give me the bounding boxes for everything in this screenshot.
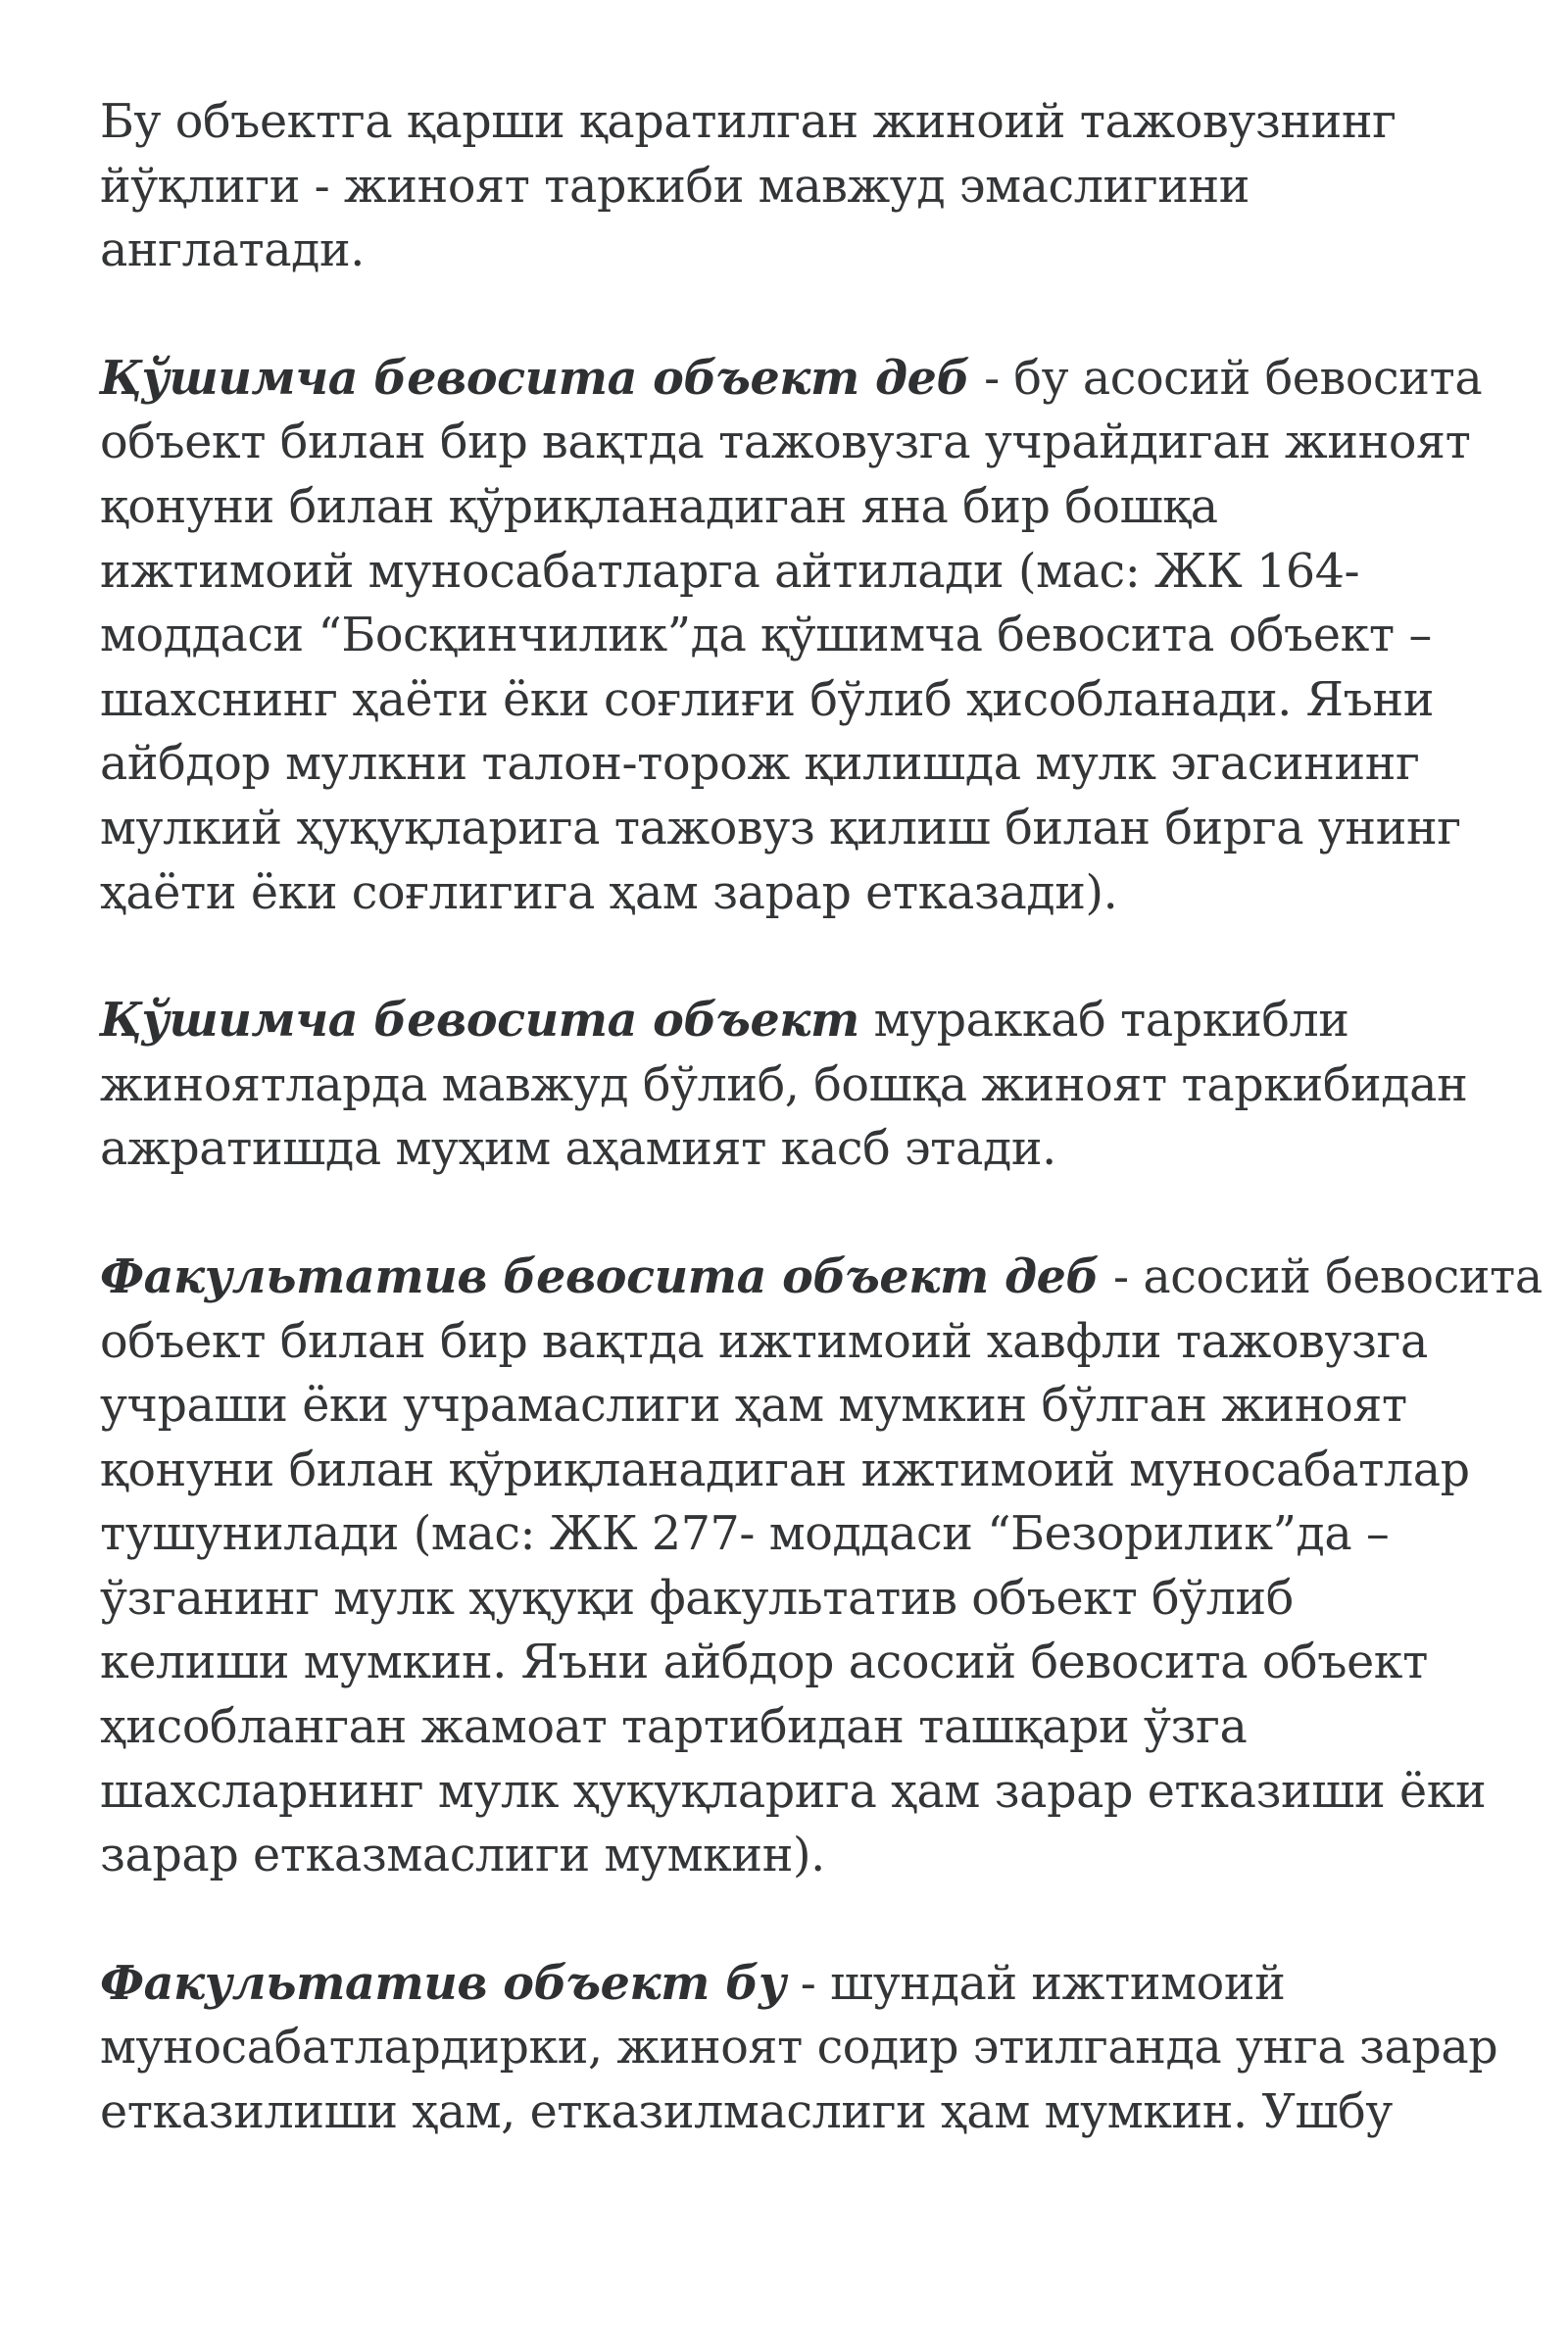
text-line: моддаси “Босқинчилик”да қўшимча бевосита объект – bbox=[100, 609, 1432, 663]
text-fragment: - бу асосий бевосита bbox=[969, 351, 1483, 406]
defined-term: Қўшимча бевосита объект bbox=[100, 993, 859, 1049]
text-line: англатади. bbox=[100, 223, 365, 278]
text-line: келиши мумкин. Яъни айбдор асосий бевосита объект bbox=[100, 1636, 1428, 1690]
text-line: шахснинг ҳаёти ёки соғлиғи бўлиб ҳисобланади. Яъни bbox=[100, 672, 1434, 727]
text-line bbox=[100, 1246, 1543, 1310]
text-line: тушунилади (мас: ЖК 277- моддаси “Безорилик”да – bbox=[100, 1507, 1390, 1562]
text-line: ҳаёти ёки соғлигига ҳам зарар етказади). bbox=[100, 865, 1118, 920]
text-line: зарар етказмаслиги мумкин). bbox=[100, 1829, 825, 1883]
paragraph-1 bbox=[100, 90, 1511, 283]
text-fragment: - шундай ижтимоий bbox=[786, 1956, 1286, 2011]
text-line: объект билан бир вақтда ижтимоий хавфли тажовузга bbox=[100, 1314, 1428, 1369]
defined-term: Факультатив бевосита объект деб bbox=[100, 1248, 1100, 1304]
text-line: учраши ёки учрамаслиги ҳам мумкин бўлган жиноят bbox=[100, 1379, 1407, 1434]
text-line: муносабатлардирки, жиноят содир этилганда унга зарар bbox=[100, 2021, 1498, 2076]
text-line: ажратишда муҳим аҳамият касб этади. bbox=[100, 1122, 1056, 1177]
paragraph-3 bbox=[100, 989, 1511, 1182]
text-line: жиноятларда мавжуд бўлиб, бошқа жиноят таркибидан bbox=[100, 1057, 1468, 1112]
text-line: қонуни билан қўриқланадиган яна бир бошқа bbox=[100, 479, 1218, 534]
text-line: йўқлиги - жиноят таркиби мавжуд эмаслигини bbox=[100, 159, 1250, 214]
defined-term: Қўшимча бевосита объект деб bbox=[100, 350, 970, 406]
text-line: қонуни билан қўриқланадиган ижтимоий муносабатлар bbox=[100, 1442, 1470, 1497]
text-line: объект билан бир вақтда тажовузга учрайдиган жиноят bbox=[100, 415, 1471, 470]
defined-term: Факультатив объект бу bbox=[100, 1955, 787, 2011]
text-line bbox=[100, 989, 1511, 1053]
text-line: ўзганинг мулк ҳуқуқи факультатив объект бўлиб bbox=[100, 1571, 1294, 1626]
text-line: ижтимоий муносабатларга айтилади (мас: ЖК 164- bbox=[100, 544, 1360, 599]
text-line bbox=[100, 1952, 1511, 2017]
text-line: шахсларнинг мулк ҳуқуқларига ҳам зарар етказиши ёки bbox=[100, 1764, 1487, 1819]
text-line: ҳисобланган жамоат тартибидан ташқари ўзга bbox=[100, 1700, 1248, 1755]
text-line: етказилиши ҳам, етказилмаслиги ҳам мумкин. Ушбу bbox=[100, 2085, 1393, 2140]
article-body bbox=[100, 90, 1543, 2209]
paragraph-2 bbox=[100, 347, 1511, 925]
text-line: Бу объектга қарши қаратилган жиноий тажовузнинг bbox=[100, 95, 1396, 149]
text-line: мулкий ҳуқуқларига тажовуз қилиш билан бирга унинг bbox=[100, 801, 1461, 855]
paragraph-5 bbox=[100, 1952, 1511, 2145]
text-line: айбдор мулкни талон-торож қилишда мулк эгасининг bbox=[100, 737, 1420, 792]
text-line bbox=[100, 347, 1511, 412]
text-fragment: - асосий бевосита bbox=[1099, 1249, 1543, 1304]
paragraph-4 bbox=[100, 1246, 1543, 1888]
text-fragment: мураккаб таркибли bbox=[858, 994, 1349, 1049]
